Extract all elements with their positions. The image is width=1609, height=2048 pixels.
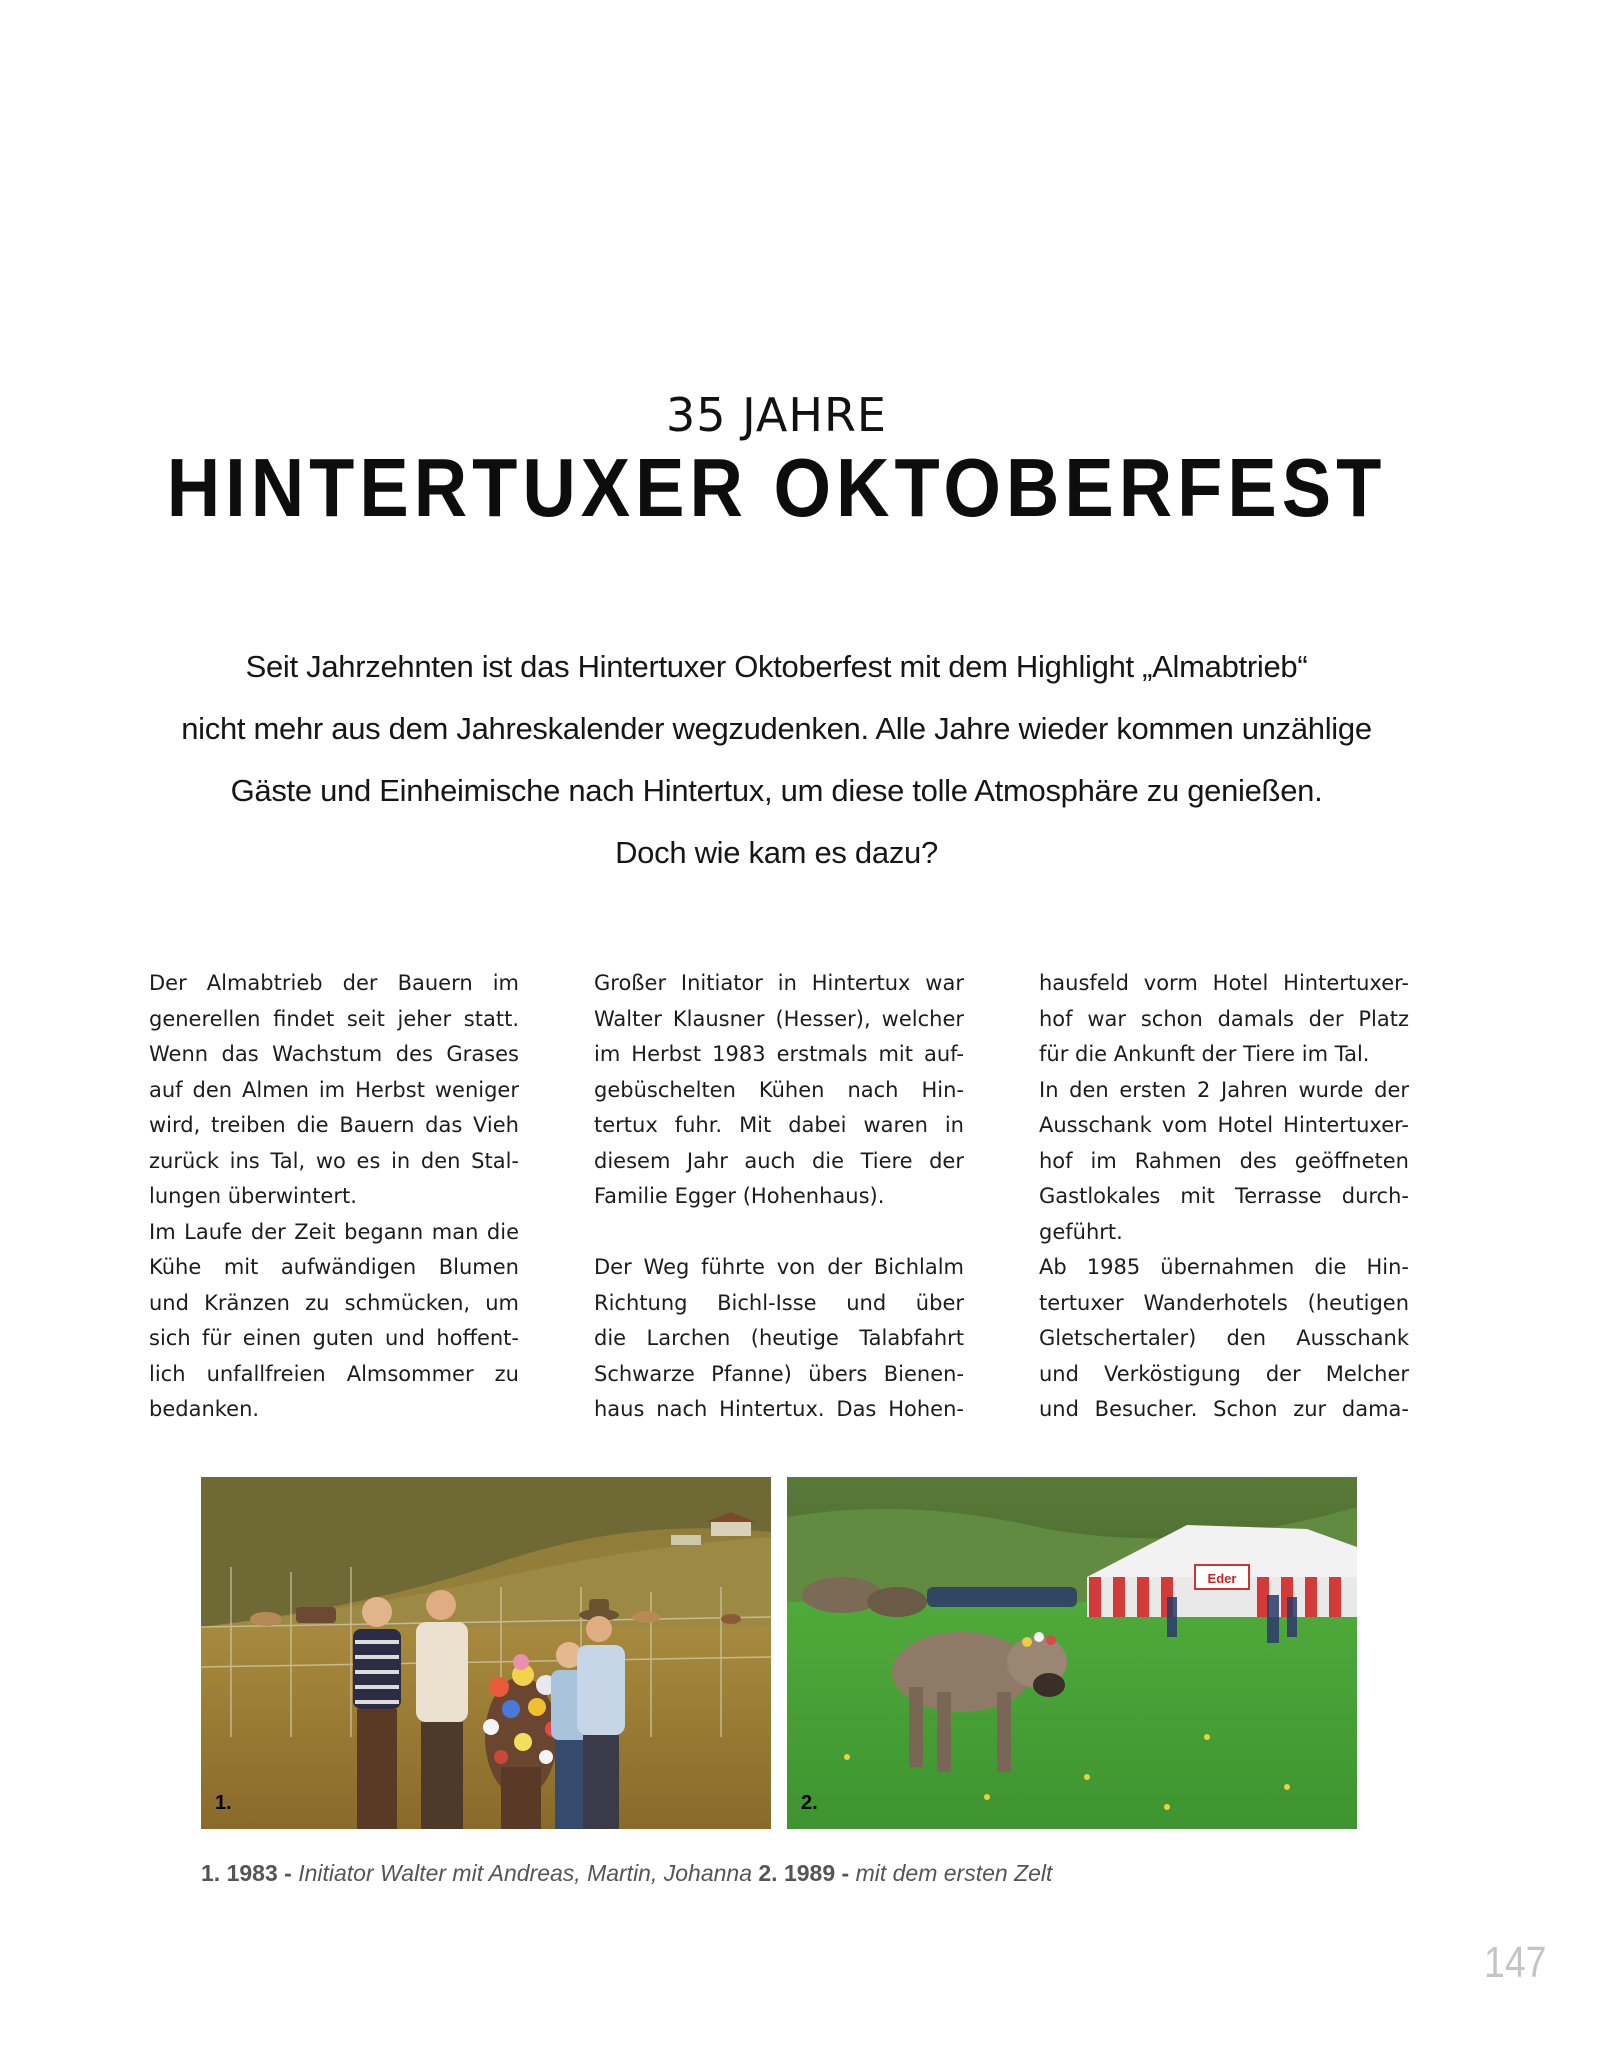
caption-text-2: mit dem ersten Zelt <box>855 1860 1053 1886</box>
photo-1989-tent <box>787 1477 1357 1829</box>
body-line: auf den Almen im Herbst weniger <box>149 1077 519 1102</box>
body-line: hausfeld vorm Hotel Hintertuxer- <box>1039 971 1409 995</box>
body-line: hof war schon damals der Platz <box>1039 1006 1409 1031</box>
body-line: Gletschertaler) den Ausschank <box>1039 1326 1409 1350</box>
body-line: für die Ankunft der Tiere im Tal. <box>1039 1042 1370 1066</box>
article-title: HINTERTUXER OKTOBERFEST <box>166 441 1387 535</box>
photo-1-number: 1. <box>215 1792 232 1814</box>
photo-1983-image <box>201 1477 771 1829</box>
body-line: Walter Klausner (Hesser), welcher <box>594 1006 964 1031</box>
body-column-1 <box>149 966 519 1428</box>
body-line: und Kränzen zu schmücken, um <box>149 1290 519 1315</box>
body-line: lungen überwintert. <box>149 1184 357 1208</box>
photo-caption <box>201 1860 1052 1887</box>
lead-line: Doch wie kam es dazu? <box>615 835 938 870</box>
body-line: tertuxer Wanderhotels (heutigen <box>1039 1290 1409 1315</box>
body-line: Ausschank vom Hotel Hintertuxer- <box>1039 1113 1409 1137</box>
body-line: diesem Jahr auch die Tiere der <box>594 1148 964 1173</box>
lead-line: Gäste und Einheimische nach Hintertux, um diese tolle Atmosphäre zu genießen. <box>230 773 1323 808</box>
body-line: Der Almabtrieb der Bauern im <box>149 971 519 995</box>
paragraph-gap <box>594 1215 964 1251</box>
body-line: zurück ins Tal, wo es in den Stal- <box>149 1148 519 1173</box>
person-left <box>353 1597 401 1829</box>
body-line: Der Weg führte von der Bichlalm <box>594 1255 964 1279</box>
body-line: Im Laufe der Zeit begann man die <box>149 1219 519 1244</box>
body-line: lich unfallfreien Almsommer zu <box>149 1361 519 1386</box>
lead-line: nicht mehr aus dem Jahreskalender wegzudenken. Alle Jahre wieder kommen unzählige <box>181 711 1372 746</box>
tent-sign-text: Eder <box>1207 1571 1237 1586</box>
body-column-2 <box>594 966 964 1428</box>
body-line: tertux fuhr. Mit dabei waren in <box>594 1113 964 1137</box>
page-number: 147 <box>1483 1938 1546 1987</box>
photo-1983-family <box>201 1477 771 1829</box>
body-line: Familie Egger (Hohenhaus). <box>594 1184 885 1208</box>
photo-1989-image <box>787 1477 1357 1829</box>
lead-line: Seit Jahrzehnten ist das Hintertuxer Oktoberfest mit dem Highlight „Almabtrieb“ <box>245 649 1308 684</box>
article-kicker: 35 JAHRE <box>666 388 887 442</box>
caption-number-2: 2. 1989 - <box>758 1860 850 1886</box>
body-line: die Larchen (heutige Talabfahrt <box>594 1326 964 1350</box>
caption-number-1: 1. 1983 - <box>201 1860 292 1886</box>
photo-2-number: 2. <box>801 1792 818 1814</box>
body-column-3 <box>1039 966 1409 1428</box>
body-line: geführt. <box>1039 1219 1123 1244</box>
body-line: hof im Rahmen des geöffneten <box>1039 1148 1409 1173</box>
body-line: und Verköstigung der Melcher <box>1039 1361 1409 1386</box>
caption-text-1: Initiator Walter mit Andreas, Martin, Johanna <box>298 1860 752 1886</box>
body-line: generellen findet seit jeher statt. <box>149 1006 519 1031</box>
body-line: Wenn das Wachstum des Grases <box>149 1042 519 1066</box>
body-line: Richtung Bichl-Isse und über <box>594 1290 964 1315</box>
body-line: Kühe mit aufwändigen Blumen <box>149 1255 519 1279</box>
body-line: haus nach Hintertux. Das Hohen- <box>594 1397 964 1421</box>
body-line: gebüschelten Kühen nach Hin- <box>594 1077 964 1102</box>
body-line: und Besucher. Schon zur dama- <box>1039 1397 1409 1421</box>
body-line: Gastlokales mit Terrasse durch- <box>1039 1184 1409 1208</box>
body-line: Großer Initiator in Hintertux war <box>594 971 964 995</box>
body-line: Ab 1985 übernahmen die Hin- <box>1039 1255 1409 1279</box>
body-line: In den ersten 2 Jahren wurde der <box>1039 1077 1409 1102</box>
body-line: wird, treiben die Bauern das Vieh <box>149 1113 519 1137</box>
body-line: im Herbst 1983 erstmals mit auf- <box>594 1042 964 1066</box>
body-line: bedanken. <box>149 1397 260 1421</box>
lead-paragraph <box>180 636 1373 884</box>
body-line: sich für einen guten und hoffent- <box>149 1326 519 1350</box>
body-line: Schwarze Pfanne) übers Bienen- <box>594 1361 964 1386</box>
person-man <box>416 1590 468 1829</box>
